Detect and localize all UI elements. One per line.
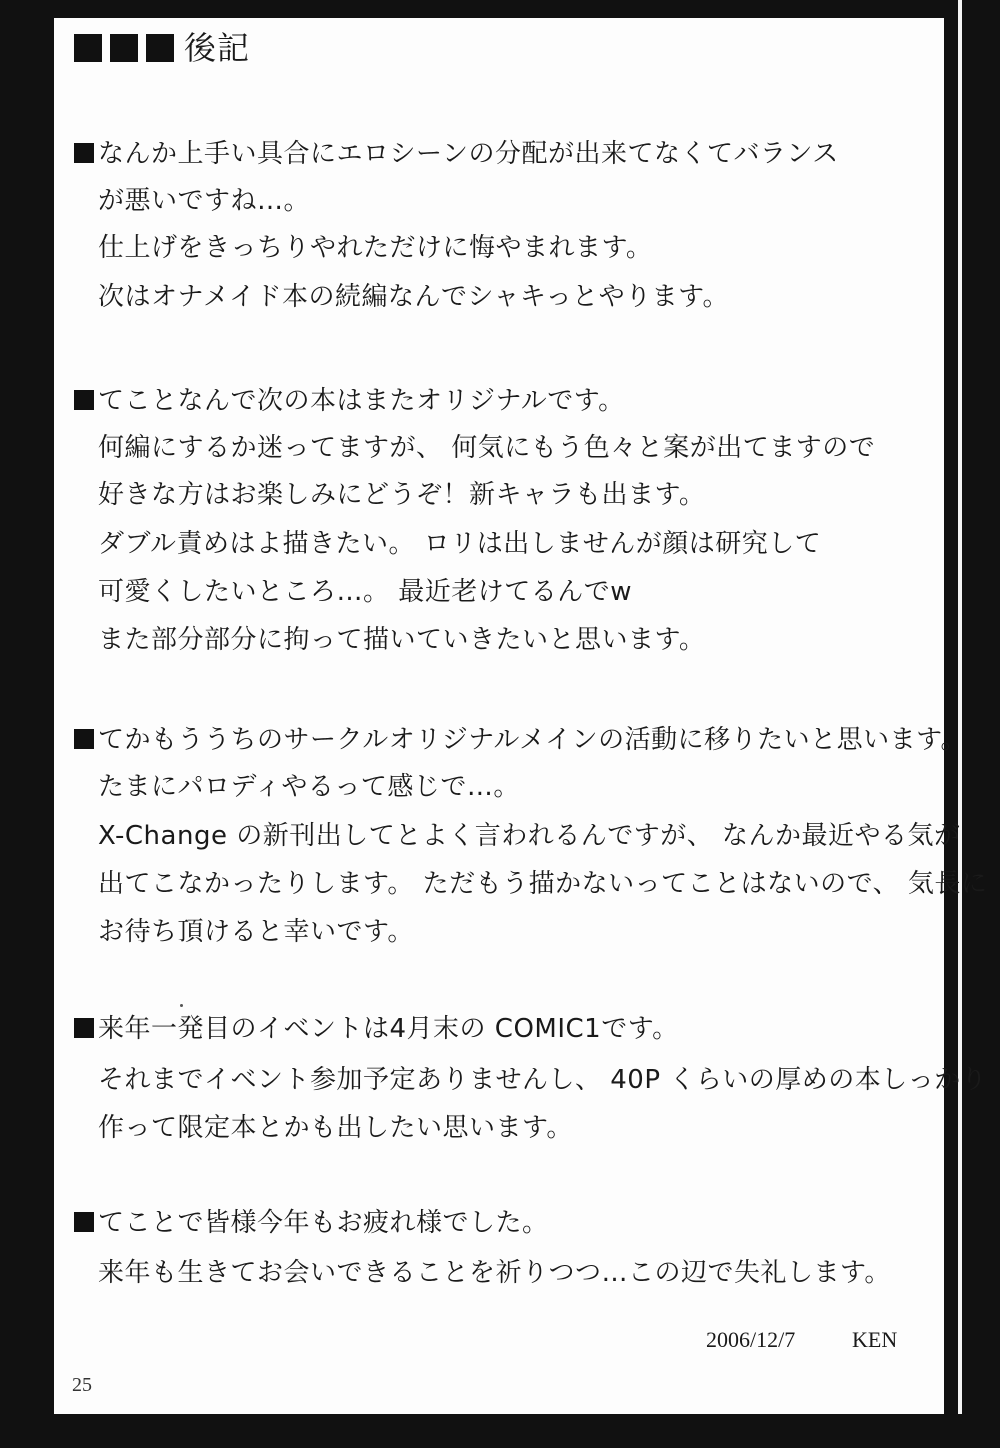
signature-date: 2006/12/7 [706,1327,796,1352]
scan-speck [180,1004,183,1007]
section-3-line-2: たまにパロディやるって感じで…。 [98,772,520,802]
section-2-line-3: 好きな方はお楽しみにどうぞ！新キャラも出ます。 [98,480,706,510]
bullet-square-icon [74,1212,94,1232]
frame-top [0,0,1000,18]
section-5-line-2: 来年も生きてお会いできることを祈りつつ…この辺で失礼します。 [98,1258,891,1288]
page-paper [54,18,944,1414]
signature-author: KEN [852,1327,898,1352]
bullet-square-icon [74,1018,94,1038]
section-4-line-3: 作って限定本とかも出したい思います。 [98,1113,573,1143]
bullet-square-icon [74,729,94,749]
section-1-line-2: が悪いですね…。 [98,186,311,216]
section-2-line-2: 何編にするか迷ってますが、 何気にもう色々と案が出てますので [98,433,876,463]
section-2-line-4: ダブル責めはよ描きたい。 ロリは出しませんが顔は研究して [98,529,822,559]
heading-square-icon [74,34,102,62]
frame-right-outer [962,0,1000,1448]
section-5-line-1: てことで皆様今年もお疲れ様でした。 [74,1206,549,1240]
section-1-line-4: 次はオナメイド本の続編なんでシャキっとやります。 [98,282,730,312]
section-3-line-3: X-Change の新刊出してとよく言われるんですが、 なんか最近やる気が [98,821,961,851]
section-4-line-1: 来年一発目のイベントは4月末の COMIC1です。 [74,1012,679,1046]
section-4-line-2: それまでイベント参加予定ありませんし、 40P くらいの厚めの本しっかり [98,1065,988,1095]
section-1-line-1: なんか上手い具合にエロシーンの分配が出来てなくてバランス [74,137,839,171]
section-2-line-5: 可愛くしたいところ…。 最近老けてるんでw [98,577,633,607]
section-2-line-1: てことなんで次の本はまたオリジナルです。 [74,384,625,418]
section-3-line-1: てかもううちのサークルオリジナルメインの活動に移りたいと思います。 [74,723,967,757]
section-3-line-4: 出てこなかったりします。 ただもう描かないってことはないので、 気長に [98,869,988,899]
section-1-line-3: 仕上げをきっちりやれただけに悔やまれます。 [98,233,653,263]
heading-square-icon [146,34,174,62]
page-title: 後記 [184,29,251,67]
frame-left [0,0,54,1448]
afterword-heading [74,24,250,72]
section-2-line-6: また部分部分に拘って描いていきたいと思います。 [98,625,706,655]
heading-square-icon [110,34,138,62]
section-3-line-5: お待ち頂けると幸いです。 [98,917,414,947]
bullet-square-icon [74,143,94,163]
page-number: 25 [72,1374,92,1396]
frame-bottom [0,1414,1000,1448]
bullet-square-icon [74,390,94,410]
